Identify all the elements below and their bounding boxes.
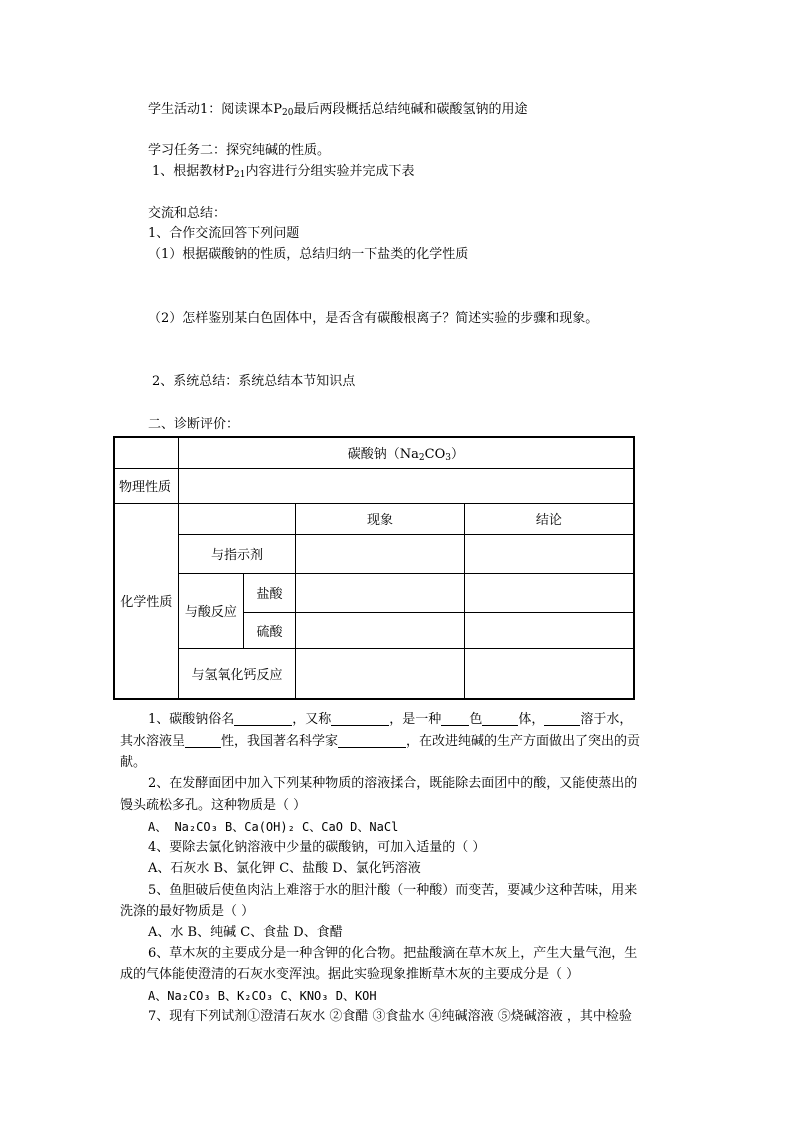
h2so4-label: 硫酸	[243, 612, 295, 648]
indicator-phenomenon	[296, 534, 465, 573]
hcl-conclusion	[464, 573, 634, 612]
physical-label: 物理性质	[114, 468, 178, 503]
exchange-q1-2: （2）怎样鉴别某白色固体中，是否含有碳酸根离子？简述实验的步骤和现象。	[148, 311, 599, 326]
q5-line2: 洗涤的最好物质是（ ）	[120, 904, 255, 919]
q2-options: A、 Na₂CO₃ B、Ca(OH)₂ C、CaO D、NaCl	[148, 820, 399, 834]
caoh2-phenomenon	[296, 648, 465, 699]
caoh2-label: 与氢氧化钙反应	[178, 648, 295, 699]
q6-options: A、Na₂CO₃ B、K₂CO₃ C、KNO₃ D、KOH	[148, 989, 377, 1003]
caoh2-conclusion	[464, 648, 634, 699]
exchange-title: 交流和总结：	[148, 206, 227, 221]
q1-line3: 献。	[120, 755, 147, 770]
q4-line1: 4、要除去氯化钠溶液中少量的碳酸钠，可加入适量的（ ）	[148, 840, 486, 855]
exchange-q1-1: （1）根据碳酸钠的性质，总结归纳一下盐类的化学性质	[148, 247, 469, 262]
q5-line1: 5、鱼胆破后使鱼肉沾上难溶于水的胆汁酸（一种酸）而变苦，要减少这种苦味，用来	[148, 883, 638, 898]
h2so4-phenomenon	[296, 612, 465, 648]
q2-line2: 馒头疏松多孔。这种物质是（ ）	[120, 798, 307, 813]
q2-line1: 2、在发酵面团中加入下列某种物质的溶液揉合，既能除去面团中的酸，又能使蒸出的	[148, 776, 638, 791]
physical-cell	[178, 468, 634, 503]
indicator-label: 与指示剂	[178, 534, 295, 573]
q4-options: A、石灰水 B、氯化钾 C、盐酸 D、氯化钙溶液	[148, 861, 421, 876]
h2so4-conclusion	[464, 612, 634, 648]
sodium-carbonate-table	[113, 436, 635, 700]
q6-line1: 6、草木灰的主要成分是一种含钾的化合物。把盐酸滴在草木灰上，产生大量气泡，生	[148, 946, 638, 961]
exchange-q1: 1、合作交流回答下列问题	[148, 226, 300, 241]
diagnosis-title: 二、诊断评价：	[148, 417, 240, 432]
q6-line2: 成的气体能使澄清的石灰水变浑浊。据此实验现象推断草木灰的主要成分是（ ）	[120, 967, 580, 982]
chemical-label: 化学性质	[114, 503, 178, 699]
activity1-line: 学生活动1：阅读课本$P_{20}$最后两段概括总结纯碱和碳酸氢钠的用途	[148, 102, 528, 118]
indicator-conclusion	[464, 534, 634, 573]
hcl-label: 盐酸	[243, 573, 295, 612]
conclusion-header: 结论	[464, 503, 634, 534]
q5-options: A、水 B、纯碱 C、食盐 D、食醋	[148, 925, 343, 940]
task2-step1: 1、根据教材$P_{21}$内容进行分组实验并完成下表	[152, 164, 415, 180]
table-header: 碳酸钠$(Na_2CO_3)$	[178, 437, 634, 468]
q1-line2: 其水溶液呈 性，我国著名科学家 ，在改进纯碱的生产方面做出了突出的贡	[120, 734, 641, 749]
blank-cell	[178, 503, 295, 534]
acid-label: 与酸反应	[178, 573, 243, 648]
table-corner	[114, 437, 178, 468]
q7-line1: 7、现有下列试剂①澄清石灰水 ②食醋 ③食盐水 ④纯碱溶液 ⑤烧碱溶液 ，其中检验	[148, 1009, 632, 1024]
hcl-phenomenon	[296, 573, 465, 612]
phenomenon-header: 现象	[296, 503, 465, 534]
exchange-q2: 2、系统总结：系统总结本节知识点	[152, 374, 356, 389]
task2-title: 学习任务二：探究纯碱的性质。	[148, 143, 331, 158]
q1-line1: 1、碳酸钠俗名 ，又称 ，是一种 色 体， 溶于水，	[148, 712, 633, 727]
